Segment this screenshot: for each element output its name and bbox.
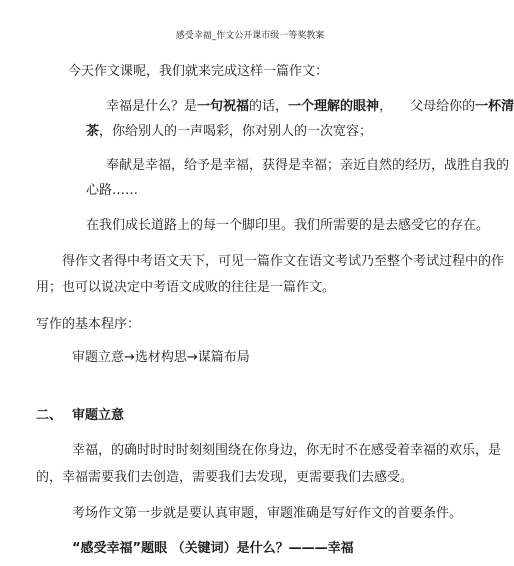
quote3-line: 在我们成长道路上的每一个脚印里。我们所需要的是去感受它的存在。 xyxy=(86,218,490,233)
quote1-text-c: 的话， xyxy=(249,99,289,114)
para1-line1: 得作文者得中考语文天下，可见一篇作文在语文考试乃至整个考试过程中的作 xyxy=(62,254,505,269)
procedure-title: 写作的基本程序： xyxy=(36,317,141,332)
quote1-bold-blessing: 一句祝福 xyxy=(197,99,250,114)
quote1-line1 xyxy=(106,99,514,115)
quote1-text-rest: ，你给别人的一声喝彩，你对别人的一次宽容； xyxy=(99,124,373,139)
quote1-bold-look: 一个理解的眼神 xyxy=(288,99,380,114)
quote1-text-e: ， xyxy=(379,99,393,114)
quote1-text-a: 幸福是什么？是 xyxy=(106,99,198,114)
para2-line2: 的，幸福需要我们去创造，需要我们去发现，更需要我们去感受。 xyxy=(36,470,414,485)
quote2-line2: 心路…… xyxy=(86,183,139,198)
keyword-line: “感受幸福”题眼 （关键词）是什么？———幸福 xyxy=(72,541,354,556)
para2-line1: 幸福，的确时时时时刻刻围绕在你身边，你无时不在感受着幸福的欢乐，是 xyxy=(72,443,502,458)
intro-line: 今天作文课呢，我们就来完成这样一篇作文： xyxy=(68,64,329,79)
section-number: 二、 xyxy=(36,408,63,423)
section-title: 审题立意 xyxy=(72,408,125,423)
quote1-text-f: 父母给你的 xyxy=(410,99,476,114)
quote1-bold-tea: 一杯清 xyxy=(475,99,514,114)
page-header: 感受幸福_作文公开课市级一等奖教案 xyxy=(175,31,325,41)
para3-line: 考场作文第一步就是要认真审题，审题准确是写好作文的首要条件。 xyxy=(72,506,463,521)
quote2-line1: 奉献是幸福，给予是幸福，获得是幸福；亲近自然的经历，战胜自我的 xyxy=(106,158,510,173)
quote1-line2 xyxy=(86,124,372,140)
para1-line2: 用；也可以说决定中考语文成败的往往是一篇作文。 xyxy=(36,280,336,295)
quote1-bold-tea-end: 茶 xyxy=(86,124,100,139)
procedure-steps: 审题立意→选材构思→谋篇布局 xyxy=(72,350,250,365)
